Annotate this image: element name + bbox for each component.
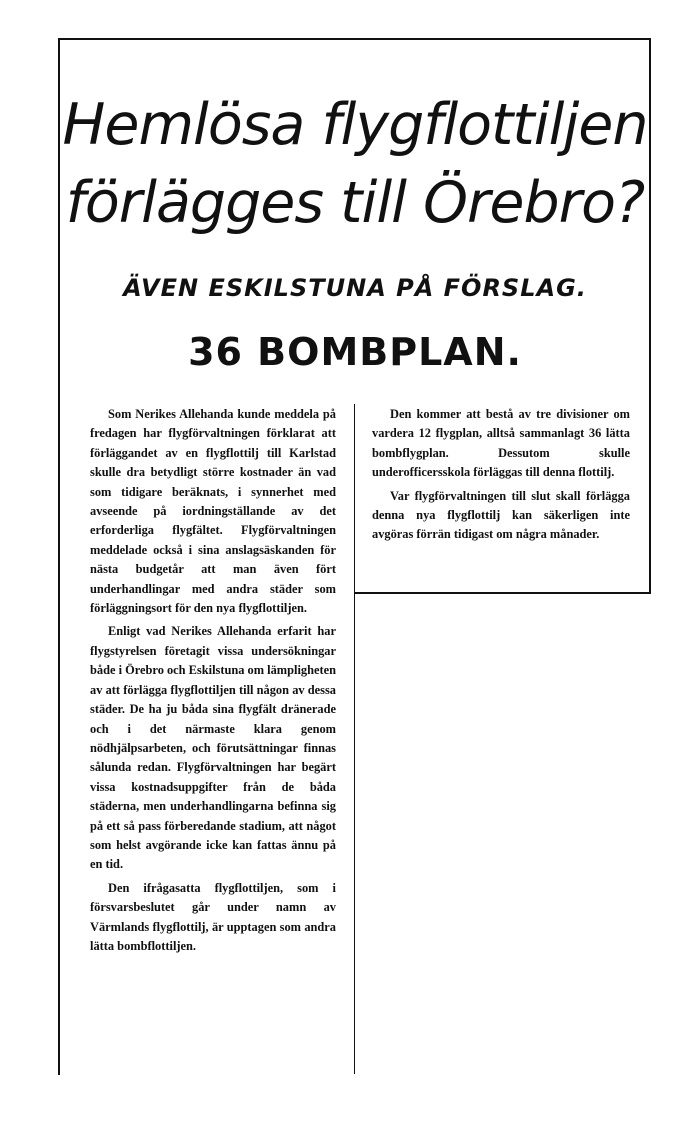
article-paragraph: Var flygförvaltningen till slut skall förlägga denna nya flygflottilj kan säkerligen inte avgöras förrän tidigast om några månader. <box>372 488 630 542</box>
subheadline: ÄVEN ESKILSTUNA PÅ FÖRSLAG. <box>123 274 587 302</box>
article-paragraph: Enligt vad Nerikes Allehanda erfarit har flygstyrelsen företagit vissa undersökningar både i Örebro och Eskilstuna om lämpligheten av att förlägga flygflottiljen till någon av dessa städer. De ha ju båda sina flygfält dränerade och i det närmaste klara genom nödhjälpsarbeten, och förutsättningar finnas sålunda redan. Flygförvaltningen har begärt vissa kostnadsuppgifter från de båda städerna, men underhandlingarna befinna sig på ett så pass förberedande stadium, att något som helst avgörande icke kan fattas ännu på en tid. <box>90 624 337 872</box>
headline-line-1: Hemlösa flygflottiljen <box>62 92 648 158</box>
top-border-rule <box>58 38 651 40</box>
subheadline-count: 36 BOMBPLAN. <box>188 330 522 374</box>
article-paragraph: Den kommer att bestå av tre divisioner om vardera 12 flygplan, alltså sammanlagt 36 lätta bombflygplan. Dessutom skulle underofficersskola förläggas till denna flottilj. <box>372 407 630 480</box>
article-paragraph: Den ifrågasatta flygflottiljen, som i försvarsbeslutet går under namn av Värmlands flygflottilj, är upptagen som andra lätta bombflottiljen. <box>90 880 336 953</box>
column-divider-rule <box>354 404 355 1074</box>
headline <box>60 86 650 242</box>
right-article-column <box>372 405 630 549</box>
right-column-bottom-rule <box>354 592 651 594</box>
left-article-column <box>90 405 336 960</box>
headline-line-2: förlägges till Örebro? <box>65 170 645 236</box>
article-paragraph: Som Nerikes Allehanda kunde meddela på fredagen har flygförvaltningen förklarat att förläggandet av en flygflottilj till Karlstad skulle dra betydligt större kostnader än vad som tidigare beräknats, i synnerhet med avseende på iordningställande av det erforderliga flygfältet. Flygförvaltningen meddelade också i sina anslagsäskanden för nästa budgetår att man även fört underhandlingar med andra städer som förläggningsort för den nya flygflottiljen. <box>90 407 336 616</box>
